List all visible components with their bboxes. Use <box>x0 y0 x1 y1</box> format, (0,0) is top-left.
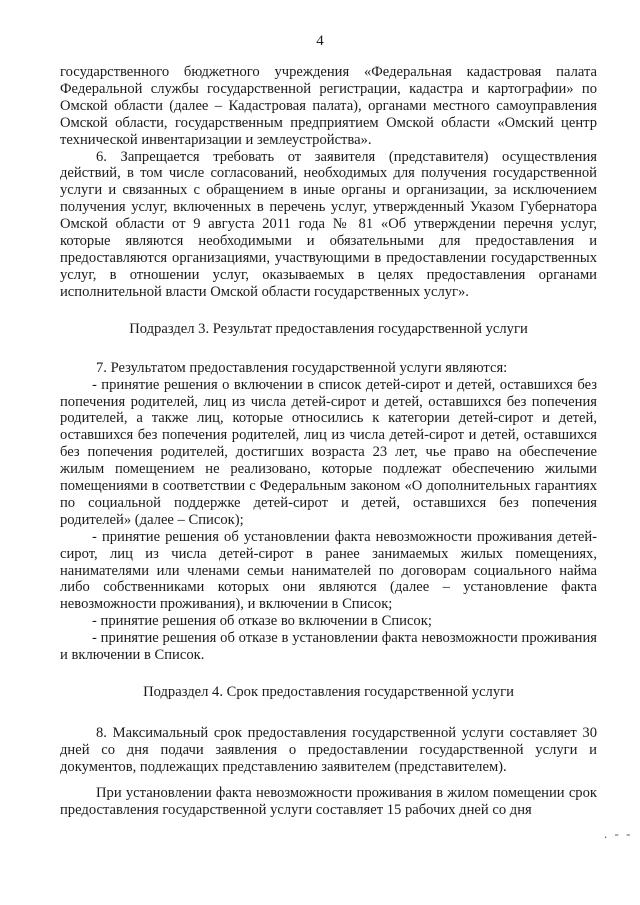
paragraph-7-item-2: - принятие решения об установлении факта невозможности проживания детей-сирот, лиц из числа детей-сирот в ранее занимаемых жилых помещениях, нанимателями или членами семьи нанимателей по договорам социального найма либо собственниками которых они являются (далее – установление факта невозможности проживания), и включении в Список; <box>60 528 597 613</box>
paragraph-6: 6. Запрещается требовать от заявителя (представителя) осуществления действий, в том числе согласований, необходимых для получения государственной услуги и связанных с обращением в иные органы и организации, за исключением получения услуг, включенных в перечень услуг, утвержденный Указом Губернатора Омской области от 9 августа 2011 года № 81 «Об утверждении перечня услуг, которые являются необходимыми и обязательными для предоставления и предоставляются организациями, участвующими в предоставлении государственных услуг, в отношении услуг, оказываемых в целях предоставления органами исполнительной власти Омской области государственных услуг». <box>60 148 597 300</box>
paragraph-8-continuation: При установлении факта невозможности проживания в жилом помещении срок предоставления государственной услуги составляет 15 рабочих дней со дня <box>60 784 597 818</box>
paragraph-7-item-4: - принятие решения об отказе в установлении факта невозможности проживания и включении в Список. <box>60 630 597 664</box>
subsection-4-heading: Подраздел 4. Срок предоставления государственной услуги <box>143 684 514 700</box>
paragraph-7-item-3: - принятие решения об отказе во включении в Список; <box>92 613 432 630</box>
page-number: 4 <box>316 33 324 49</box>
subsection-3-heading: Подраздел 3. Результат предоставления государственной услуги <box>129 320 528 337</box>
paragraph-7-item-1: - принятие решения о включении в список детей-сирот и детей, оставшихся без попечения родителей, лиц из числа детей-сирот и детей, оставшихся без попечения родителей, а также лиц, которые относились к категории детей-сирот и детей, оставшихся без попечения родителей, лиц из числа детей-сирот и детей, оставшихся без попечения родителей, достигших возраста 23 лет, чье право на обеспечение жилым помещением не реализовано, которые подлежат обеспечению жилыми помещениями в соответствии с Федеральным законом «О дополнительных гарантиях по социальной поддержке детей-сирот и детей, оставшихся без попечения родителей» (далее – Список); <box>60 376 597 528</box>
document-body <box>60 64 597 819</box>
scan-marks: . - - <box>604 826 633 841</box>
paragraph-continuation: государственного бюджетного учреждения «Федеральная кадастровая палата Федеральной службы государственной регистрации, кадастра и картографии» по Омской области (далее – Кадастровая палата), органами местного самоуправления Омской области, государственным предприятием Омской области «Омский центр технической инвентаризации и землеустройства». <box>60 64 597 148</box>
paragraph-8: 8. Максимальный срок предоставления государственной услуги составляет 30 дней со дня подачи заявления о предоставлении государственной услуги и документов, подлежащих представлению заявителем (представителем). <box>60 725 597 775</box>
paragraph-7: 7. Результатом предоставления государственной услуги являются: <box>96 359 508 376</box>
